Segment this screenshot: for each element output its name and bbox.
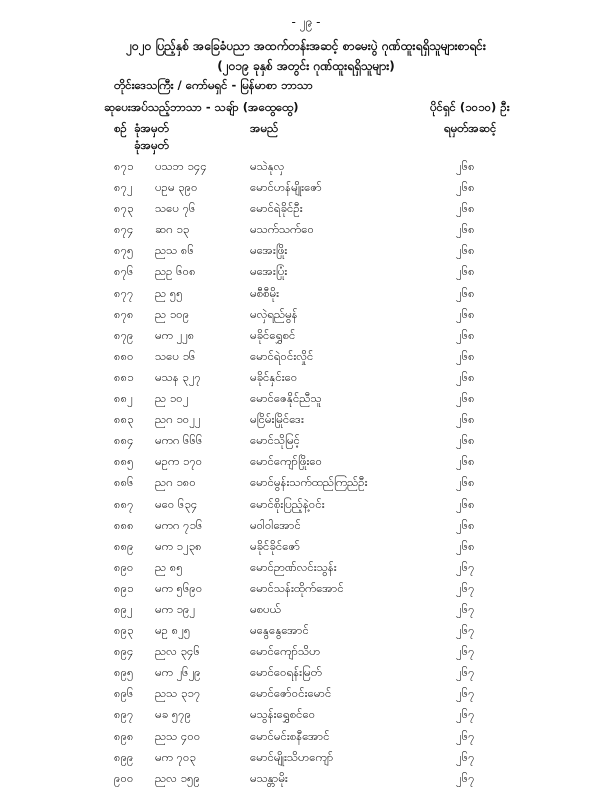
row-number: ၈၉၅ — [114, 665, 134, 680]
student-name: မဝါဝါအောင် — [250, 517, 301, 532]
roll-number: မဥ ၈၂၅ — [155, 623, 191, 638]
score-cell: ၂၆၈ — [456, 222, 475, 237]
subject-header: ဆုပေးအပ်သည့်ဘာသာ - သချ်ာ (အထွေထွေ) — [104, 100, 299, 114]
score-cell: ၂၆၈ — [456, 264, 475, 279]
row-number: ၈၇၈ — [114, 306, 134, 321]
location-label: တိုင်းဒေသကြီး / ကော်မရှင် - မြန်မာစာ ဘာသာ — [114, 78, 313, 92]
table-row — [0, 644, 612, 665]
table-row — [0, 307, 612, 328]
table-row — [0, 328, 612, 349]
count-header: ပိုင်ရှင် (၁၀၁၀) ဦး — [430, 100, 510, 114]
table-row — [0, 539, 612, 560]
roll-number: ည ၈၅ — [155, 559, 183, 574]
row-number: ၈၉၈ — [114, 728, 134, 743]
roll-number: မသန ၃၂၇ — [155, 369, 201, 384]
row-number: ၈၉၉ — [114, 749, 134, 764]
student-name: မသဲနုလှ — [250, 159, 285, 173]
table-row — [0, 475, 612, 496]
row-number: ၈၈၃ — [114, 412, 134, 427]
student-name: မောင်ဇော်ဝင်းမောင် — [250, 686, 332, 701]
document-title: ၂၀၂၀ ပြည့်နှစ် အခြေခံပညာ အထက်တန်းအဆင့် စာမေးပွဲ ဂုဏ်ထူးရရှိသူများစာရင်း — [126, 39, 486, 53]
row-number: ၈၇၉ — [114, 327, 134, 342]
page-number: - ၂၉ - — [291, 15, 321, 29]
row-number: ၈၈၇ — [114, 496, 134, 511]
roll-number: မက ၇၀၃ — [155, 749, 196, 764]
table-row — [0, 518, 612, 539]
table-row — [0, 771, 612, 792]
row-number: ၈၉၂ — [114, 601, 133, 616]
score-cell: ၂၆၇ — [456, 770, 475, 785]
roll-number: ညလ ၃၄၆ — [155, 644, 200, 659]
roll-number: ပဥမ ၃၉၀ — [155, 180, 198, 195]
score-cell: ၂၆၈ — [456, 159, 475, 173]
roll-number: ညသ ၄၀၀ — [155, 728, 201, 743]
roll-number: မက ၁၉၂ — [155, 601, 196, 616]
row-number: ၈၈၆ — [114, 475, 134, 490]
score-cell: ၂၆၇ — [456, 728, 475, 743]
roll-number: မဝေ ၆၃၄ — [155, 496, 198, 511]
score-cell: ၂၆၈ — [456, 475, 475, 490]
score-cell: ၂၆၇ — [456, 749, 475, 764]
table-row — [0, 560, 612, 581]
score-cell: ၂၆၈ — [456, 243, 475, 258]
row-number: ၈၉၁ — [114, 580, 134, 595]
table-row — [0, 497, 612, 518]
student-name: မစီစီမိုး — [250, 285, 279, 300]
table-row — [0, 602, 612, 623]
table-row — [0, 264, 612, 285]
roll-number: ညသ ၈၆ — [155, 243, 194, 258]
student-name: မစပယ် — [250, 601, 281, 616]
row-number: ၈၇၂ — [114, 180, 133, 195]
roll-number: ည ၁၀၂ — [155, 391, 189, 406]
column-header-id-line2: ခုံအမှတ် — [134, 138, 169, 152]
row-number: ၈၇၁ — [114, 159, 134, 173]
score-cell: ၂၆၇ — [456, 623, 475, 638]
row-number: ၈၈၄ — [114, 433, 134, 448]
column-header-no: စဉ် — [114, 121, 127, 135]
row-number: ၈၉၀ — [114, 559, 134, 574]
roll-number: မက ၁၂၃၈ — [155, 538, 202, 553]
column-header-name: အမည် — [250, 121, 279, 135]
roll-number: ညသ ၃၁၇ — [155, 686, 201, 701]
row-number: ၈၈၁ — [114, 369, 134, 384]
row-number: ၈၇၇ — [114, 285, 134, 300]
roll-number: သပေ ၁၆ — [155, 348, 196, 363]
document-subtitle: (၂၀၁၉ ခုနှစ် အတွင်း ဂုဏ်ထူးရရှိသူများ) — [217, 59, 395, 73]
table-row — [0, 243, 612, 264]
row-number: ၈၈၈ — [114, 517, 134, 532]
score-cell: ၂၆၈ — [456, 412, 475, 427]
student-name: မောင်ဟန်မျိုးဇော် — [250, 180, 322, 195]
score-cell: ၂၆၇ — [456, 644, 475, 659]
roll-number: ဆဂ ၁၃ — [155, 222, 190, 237]
score-cell: ၂၆၇ — [456, 686, 475, 701]
table-row — [0, 665, 612, 686]
score-cell: ၂၆၈ — [456, 348, 475, 363]
table-row — [0, 750, 612, 771]
table-row — [0, 286, 612, 307]
score-cell: ၂၆၇ — [456, 707, 475, 722]
table-row — [0, 180, 612, 201]
student-name: မခိုင်နှင်းဝေ — [250, 369, 298, 384]
student-name: မသွန်းရွှေစင်ဝေ — [250, 707, 316, 722]
student-name: မောင်ကျော်ဖြိုးဝေ — [250, 454, 323, 469]
student-name: မောင်ဉာဏ်လင်းသွန်း — [250, 559, 337, 574]
row-number: ၈၉၄ — [114, 644, 134, 659]
student-name: မခိုင်ရွှေစင် — [250, 327, 296, 342]
row-number: ၈၇၄ — [114, 222, 134, 237]
score-cell: ၂၆၈ — [456, 180, 475, 195]
roll-number: မက ၂၂၈ — [155, 327, 195, 342]
roll-number: မက ၂၆၂၉ — [155, 665, 201, 680]
row-number: ၈၇၃ — [114, 201, 134, 216]
table-row — [0, 433, 612, 454]
student-name: မငြိမ်းမြိုင်ဒေး — [250, 412, 304, 427]
table-row — [0, 581, 612, 602]
student-name: မောင်စိုးပြည့်နဲ့ဝင်း — [250, 496, 325, 511]
student-name: မောင်မျိုးသိဟကျော် — [250, 749, 334, 764]
table-row — [0, 159, 612, 180]
table-row — [0, 686, 612, 707]
student-name: မအေးဖြိုး — [250, 243, 288, 258]
student-name: မအေးပြုံး — [250, 264, 288, 279]
roll-number: ညဂ ၁၀၂၂ — [155, 412, 201, 427]
score-cell: ၂၆၇ — [456, 559, 475, 574]
student-name: မလှဲရည်မွန် — [250, 306, 298, 321]
roll-number: မဥက ၁၇၀ — [155, 454, 203, 469]
student-name: မသန္တာမိုး — [250, 770, 288, 785]
score-cell: ၂၆၈ — [456, 433, 475, 448]
row-number: ၈၉၇ — [114, 707, 134, 722]
student-name: မသက်သက်ဝေ — [250, 222, 315, 237]
student-name: မောင်ကျော်သိဟ — [250, 644, 321, 659]
roll-number: ည ၁၀၉ — [155, 306, 190, 321]
row-number: ၈၈၀ — [114, 348, 134, 363]
table-row — [0, 707, 612, 728]
row-number: ၈၇၆ — [114, 264, 134, 279]
roll-number: ပသဘ ၁၄၄ — [155, 159, 207, 173]
student-name: မောင်သိုမြင့် — [250, 433, 300, 448]
student-name: မောင်ဝေရန်းမြတ် — [250, 665, 322, 680]
table-row — [0, 222, 612, 243]
score-cell: ၂၆၇ — [456, 601, 475, 616]
roll-number: မကဂ ၆၆၆ — [155, 433, 203, 448]
table-row — [0, 391, 612, 412]
row-number: ၈၈၅ — [114, 454, 134, 469]
score-cell: ၂၆၈ — [456, 391, 475, 406]
row-number: ၈၉၃ — [114, 623, 134, 638]
table-row — [0, 370, 612, 391]
roll-number: ညလ ၁၅၉ — [155, 770, 200, 785]
score-cell: ၂၆၈ — [456, 454, 475, 469]
score-cell: ၂၆၈ — [456, 285, 475, 300]
roll-number: သပေ ၇၆ — [155, 201, 196, 216]
student-name: မောင်ဇေနိုင်ညီသူ — [250, 391, 322, 406]
student-name: မခိုင်ခိုင်ဇော် — [250, 538, 301, 553]
score-cell: ၂၆၈ — [456, 327, 475, 342]
table-row — [0, 729, 612, 750]
roll-number: မကဂ ၇၁၆ — [155, 517, 203, 532]
roll-number: မခ ၅၇၉ — [155, 707, 192, 722]
score-cell: ၂၆၇ — [456, 665, 475, 680]
row-number: ၉၀၀ — [114, 770, 134, 785]
score-cell: ၂၆၈ — [456, 496, 475, 511]
results-table — [0, 159, 612, 792]
student-name: မောင်မွန်းသက်ထည်ကြည်ဦး — [250, 475, 368, 490]
row-number: ၈၈၂ — [114, 391, 133, 406]
roll-number: ည ၅၅ — [155, 285, 183, 300]
row-number: ၈၇၅ — [114, 243, 134, 258]
student-name: မနွေနွေအောင် — [250, 623, 309, 638]
score-cell: ၂၆၈ — [456, 517, 475, 532]
student-name: မောင်ရဲခိုင်ဦး — [250, 201, 303, 216]
score-cell: ၂၆၈ — [456, 369, 475, 384]
student-name: မောင်မင်းစနီအောင် — [250, 728, 330, 743]
row-number: ၈၈၉ — [114, 538, 134, 553]
student-name: မောင်သန်းထိုက်အောင် — [250, 580, 344, 595]
score-cell: ၂၆၈ — [456, 538, 475, 553]
score-cell: ၂၆၈ — [456, 201, 475, 216]
column-header-id: ခုံအမှတ် — [134, 121, 169, 135]
table-row — [0, 201, 612, 222]
roll-number: ညဂ ၁၈၀ — [155, 475, 196, 490]
table-row — [0, 412, 612, 433]
score-cell: ၂၆၈ — [456, 306, 475, 321]
student-name: မောင်ရဲဝင်းလှိုင် — [250, 348, 314, 363]
score-cell: ၂၆၇ — [456, 580, 475, 595]
roll-number: မက ၅၆၉၀ — [155, 580, 203, 595]
table-row — [0, 623, 612, 644]
table-row — [0, 349, 612, 370]
table-row — [0, 454, 612, 475]
roll-number: ညဥ ၆၀၈ — [155, 264, 196, 279]
row-number: ၈၉၆ — [114, 686, 134, 701]
column-header-score: ရမှတ်အဆင့် — [444, 121, 497, 135]
